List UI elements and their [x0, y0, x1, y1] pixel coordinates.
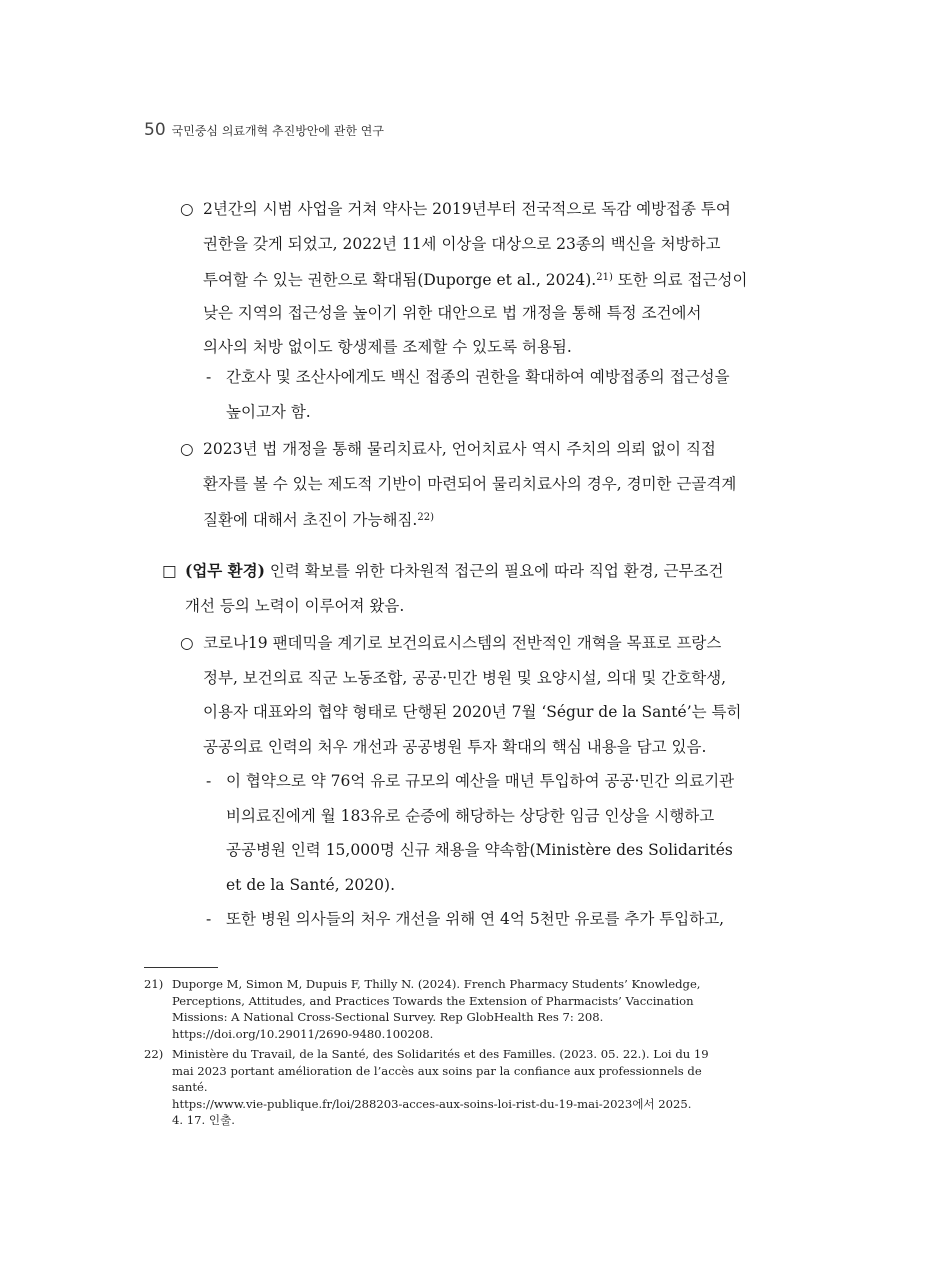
footnote-line: Perceptions, Attitudes, and Practices Towards the Extension of Pharmacists’ Vaccination — [172, 993, 694, 1008]
text-line: 공공의료 인력의 처우 개선과 공공병원 투자 확대의 핵심 내용을 담고 있음. — [203, 737, 707, 756]
circle-bullet-icon: ○ — [180, 440, 194, 458]
footnote-line: mai 2023 portant amélioration de l’accès aux soins par la confiance aux professionnels de — [172, 1063, 702, 1078]
footnote-ref-21[interactable]: 21) — [596, 272, 613, 284]
dash-marker: - — [206, 368, 212, 386]
square-bullet-icon: □ — [162, 562, 177, 580]
text-line: 낮은 지역의 접근성을 높이기 위한 대안으로 법 개정을 통해 특정 조건에서 — [203, 303, 702, 322]
footnote-ref-22[interactable]: 22) — [417, 512, 434, 524]
text-line: 간호사 및 조산사에게도 백신 접종의 권한을 확대하여 예방접종의 접근성을 — [226, 368, 730, 386]
page-number: 50 — [144, 120, 166, 140]
footnote-number: 21) — [144, 977, 164, 991]
page-header — [144, 120, 384, 144]
text-line: 이용자 대표와의 협약 형태로 단행된 2020년 7월 ‘Ségur de la Santé’는 특히 — [203, 703, 742, 722]
footnote-21 — [144, 976, 774, 1046]
text-line-tail: 또한 의료 접근성이 — [612, 271, 748, 290]
text-line: et de la Santé, 2020). — [226, 875, 395, 894]
footnote-line: 4. 17. 인출. — [172, 1113, 235, 1127]
text-line: 또한 병원 의사들의 처우 개선을 위해 연 4억 5천만 유로를 추가 투입하고, — [226, 910, 725, 928]
footnote-divider — [144, 967, 218, 968]
footnote-link[interactable]: https://doi.org/10.29011/2690-9480.100208. — [172, 1026, 434, 1041]
text-line: 투여할 수 있는 권한으로 확대됨(Duporge et al., 2024). — [203, 271, 597, 290]
footnote-number: 22) — [144, 1047, 164, 1061]
text-line: 개선 등의 노력이 이루어져 왔음. — [185, 596, 405, 615]
text-line: 권한을 갖게 되었고, 2022년 11세 이상을 대상으로 23종의 백신을 처방하고 — [203, 234, 721, 253]
footnote-link[interactable]: https://www.vie-publique.fr/loi/288203-acces-aux-soins-loi-rist-du-19-mai-2023에서 2025. — [172, 1096, 692, 1111]
text-line: 2년간의 시범 사업을 거쳐 약사는 2019년부터 전국적으로 독감 예방접종 투여 — [203, 200, 731, 218]
circle-bullet-icon: ○ — [180, 200, 194, 218]
dash-marker: - — [206, 910, 212, 928]
text-line: 비의료진에게 월 183유로 순증에 해당하는 상당한 임금 인상을 시행하고 — [226, 806, 715, 825]
text-line: 이 협약으로 약 76억 유로 규모의 예산을 매년 투입하여 공공·민간 의료기관 — [226, 772, 735, 790]
text-line: 2023년 법 개정을 통해 물리치료사, 언어치료사 역시 주치의 의뢰 없이 직접 — [203, 440, 716, 458]
text-line: 코로나19 팬데믹을 계기로 보건의료시스템의 전반적인 개혁을 목표로 프랑스 — [203, 634, 722, 652]
footnote-line: Ministère du Travail, de la Santé, des Solidarités et des Familles. (2023. 05. 22.). Loi du 19 — [172, 1047, 709, 1061]
text-line: 정부, 보건의료 직군 노동조합, 공공·민간 병원 및 요양시설, 의대 및 간호학생, — [203, 668, 727, 687]
dash-marker: - — [206, 772, 212, 790]
section-heading: (업무 환경) — [185, 561, 265, 580]
running-title: 국민중심 의료개혁 추진방안에 관한 연구 — [171, 124, 384, 138]
circle-bullet-icon: ○ — [180, 634, 194, 652]
footnote-22 — [144, 1046, 774, 1136]
footnote-line: Duporge M, Simon M, Dupuis F, Thilly N. (2024). French Pharmacy Students’ Knowledge, — [172, 977, 701, 991]
footnote-line: Missions: A National Cross-Sectional Survey. Rep GlobHealth Res 7: 208. — [172, 1010, 604, 1024]
text-line: 높이고자 함. — [226, 402, 311, 421]
text-line: 질환에 대해서 초진이 가능해짐. — [203, 511, 418, 530]
text-line: 환자를 볼 수 있는 제도적 기반이 마련되어 물리치료사의 경우, 경미한 근골격계 — [203, 474, 737, 493]
footnote-line: santé. — [172, 1080, 208, 1094]
text-line: 의사의 처방 없이도 항생제를 조제할 수 있도록 허용됨. — [203, 338, 572, 357]
text-line: 인력 확보를 위한 다차원적 접근의 필요에 따라 직업 환경, 근무조건 — [264, 562, 724, 580]
text-line: 공공병원 인력 15,000명 신규 채용을 약속함(Ministère des Solidarités — [226, 841, 733, 860]
